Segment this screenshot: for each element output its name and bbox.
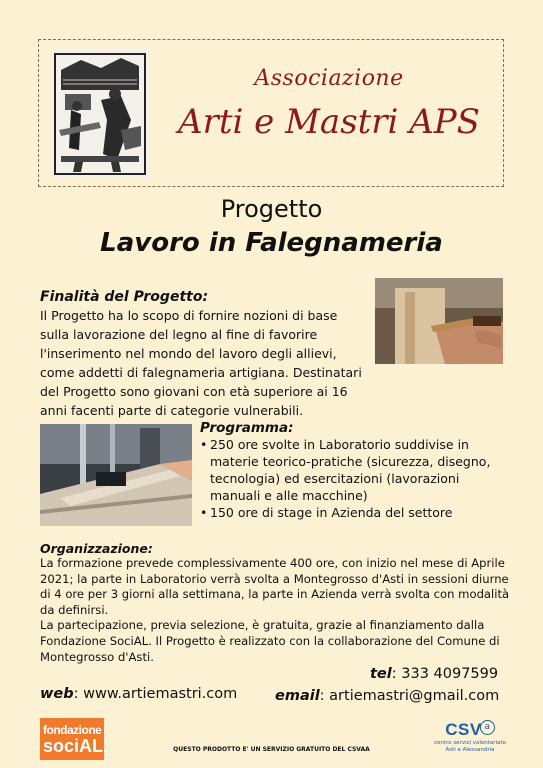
association-label: Associazione [254, 66, 404, 91]
email-value: : artiemastri@gmail.com [319, 688, 500, 704]
tel-label: tel [370, 666, 392, 682]
project-title: Lavoro in Falegnameria [100, 228, 443, 258]
project-label: Progetto [220, 195, 323, 223]
list-item [200, 504, 510, 521]
bullet-marker: • [200, 437, 208, 452]
web-label: web [40, 686, 74, 702]
list-item [200, 436, 510, 504]
csv-subtitle-2: Asti e Alessandria [445, 747, 495, 753]
programma-section [200, 420, 510, 521]
fondazione-social-logo [40, 718, 104, 760]
chisel-photo-image [375, 278, 503, 364]
contact-email [275, 688, 499, 704]
woodcut-image [51, 50, 149, 178]
csv-mark: CSV [445, 720, 482, 739]
header-box [38, 39, 504, 187]
organizzazione-paragraph-1: La formazione prevede complessivamente 400 ore, con inizio nel mese di Aprile 2021; la parte in Laboratorio verrà svolta a Montegrosso d'Asti in sessioni diurne di 4 ore per 3 giorni alla settimana, la parte in Azienda verrà svolta con modalità da definirsi. [40, 556, 510, 617]
association-name: Arti e Mastri APS [178, 102, 480, 142]
csv-subtitle-1: centro servizi volontariato [434, 740, 506, 746]
tel-value: : 333 4097599 [391, 666, 499, 682]
organizzazione-paragraph-2: La partecipazione, previa selezione, è gratuita, grazie al finanziamento dalla Fondazione SociAL. Il Progetto è realizzato con la collaborazione del Comune di Montegrosso d'Asti. [40, 618, 500, 664]
bullet-marker: • [200, 505, 208, 520]
organizzazione-heading: Organizzazione: [40, 541, 153, 556]
programma-item-text: 250 ore svolte in Laboratorio suddivise in materie teorico-pratiche (sicurezza, disegno, tecnologia) ed esercitazioni (lavorazioni manuali e alle macchine) [210, 437, 491, 503]
csv-logo [430, 720, 510, 762]
web-value: : www.artiemastri.com [73, 686, 238, 702]
woodcut-illustration [51, 50, 149, 178]
footer-disclaimer: QUESTO PRODOTTO E' UN SERVIZIO GRATUITO DEL CSVAA [173, 746, 370, 753]
csv-sup-icon: a [480, 720, 495, 735]
finalita-section [40, 289, 370, 420]
programma-item-text: 150 ore di stage in Azienda del settore [210, 505, 453, 520]
logo-line-1: fondazione [43, 723, 102, 737]
logo-line-2: sociAL [43, 736, 104, 756]
woodworking-hands-photo [375, 278, 503, 364]
contact-web [40, 686, 237, 702]
email-label: email [275, 688, 320, 704]
contact-tel [370, 666, 498, 682]
lab-machines-photo [40, 424, 192, 526]
organizzazione-section [40, 541, 510, 665]
finalita-heading: Finalità del Progetto: [40, 289, 209, 305]
table-saw-photo-image [40, 424, 192, 526]
finalita-body: Il Progetto ha lo scopo di fornire nozioni di base sulla lavorazione del legno al fine di favorire l'inserimento nel mondo del lavoro degli allievi, come addetti di falegnameria artigiana. Destinatari del Progetto sono giovani con età superiore ai 16 anni facenti parte di categorie vulnerabili. [40, 308, 362, 418]
programma-heading: Programma: [200, 420, 294, 436]
programma-list [200, 436, 510, 521]
